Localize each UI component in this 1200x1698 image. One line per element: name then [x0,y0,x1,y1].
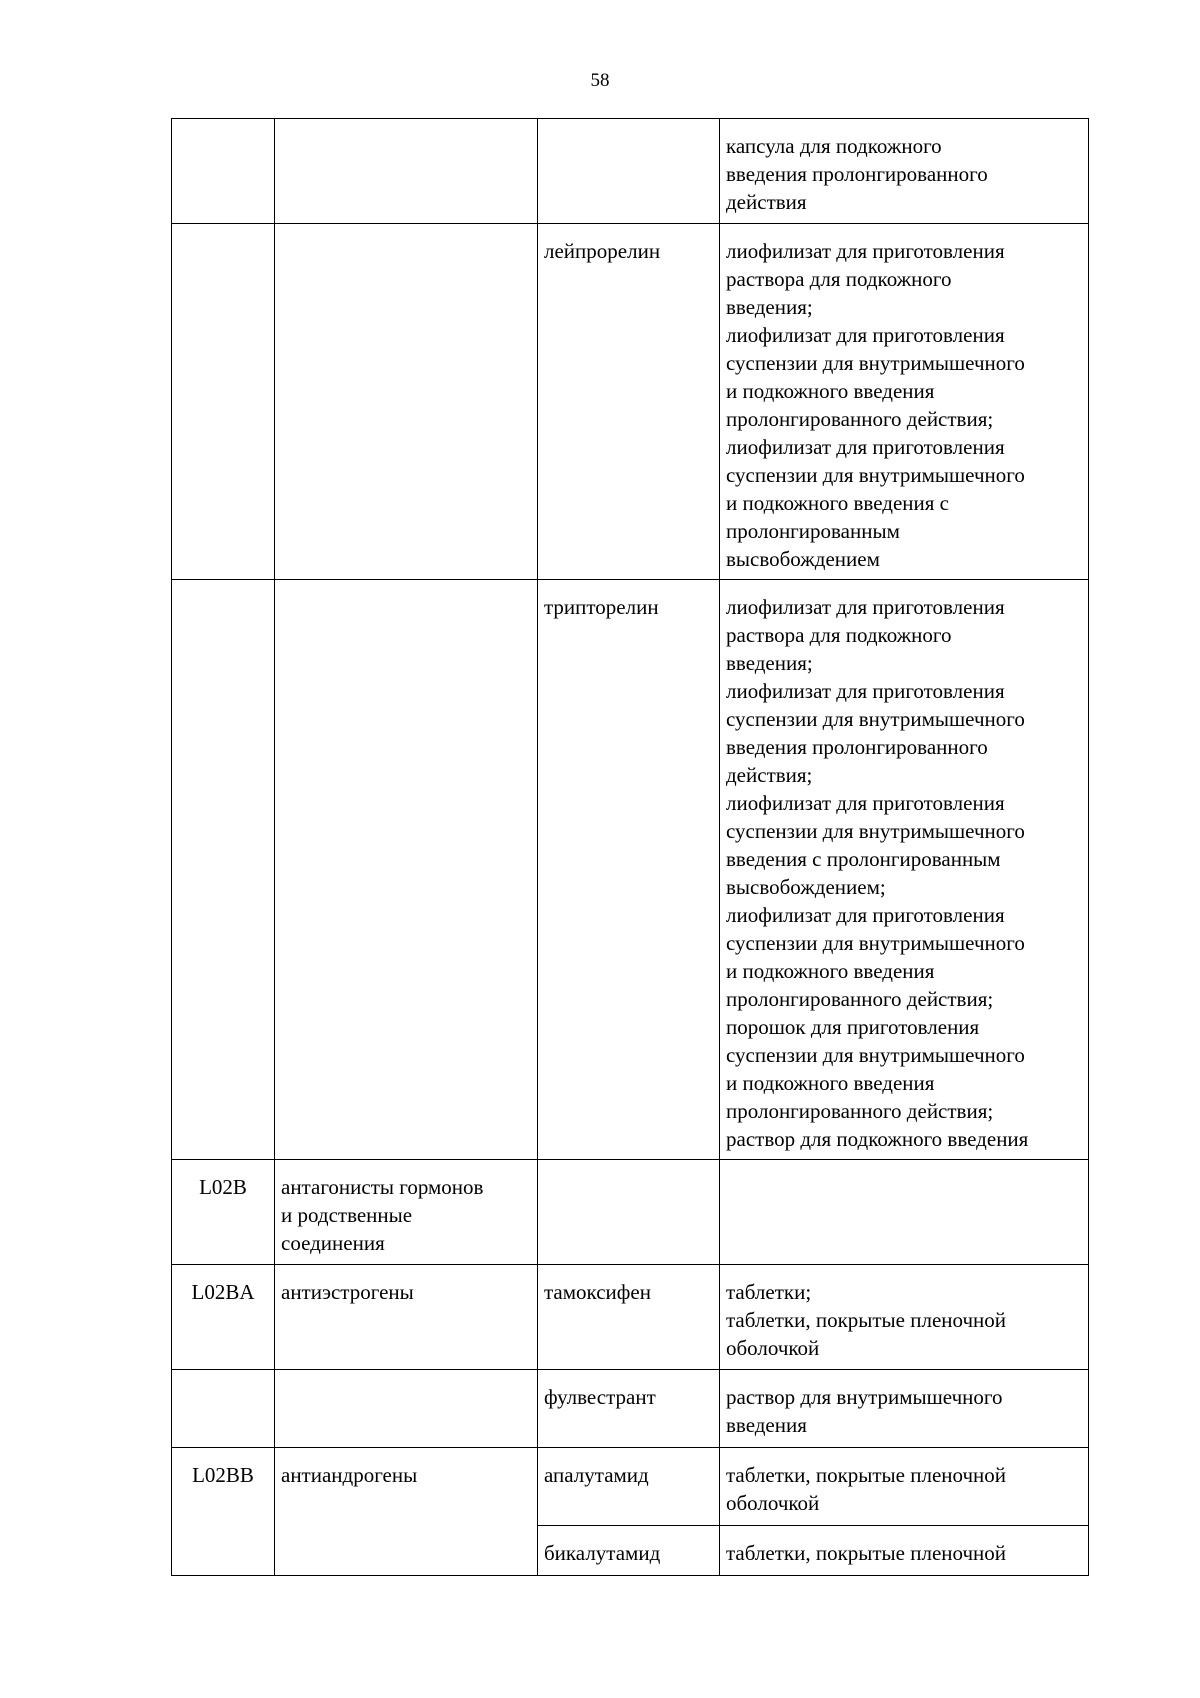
dosage-form-line: пролонгированным [726,519,900,543]
dosage-form-cell [720,1370,1089,1448]
group-name-line: соединения [281,1231,385,1255]
atc-code-cell [172,580,275,1160]
group-name-cell [275,1265,538,1370]
dosage-form-line: и подкожного введения с [726,491,949,515]
page-number: 58 [590,70,610,91]
atc-code-cell [172,1160,275,1265]
dosage-form-line: пролонгированного действия; [726,1099,994,1123]
dosage-form-line: высвобождением [726,547,880,571]
dosage-form-line: раствор для подкожного введения [726,1127,1029,1151]
dosage-form-line: лиофилизат для приготовления [726,903,1005,927]
atc-code: L02BA [191,1280,255,1304]
group-name-cell [275,1448,538,1576]
atc-code-cell [172,119,275,224]
dosage-form-cell [720,1265,1089,1370]
dosage-form-line: таблетки; [726,1280,812,1304]
dosage-form-line: лиофилизат для приготовления [726,791,1005,815]
dosage-form-line: высвобождением; [726,875,886,899]
inn-cell [538,1370,720,1448]
inn-name: фулвестрант [544,1385,656,1409]
dosage-form-line: таблетки, покрытые пленочной [726,1308,1007,1332]
dosage-form-line: капсула для подкожного [726,134,942,158]
dosage-form-line: пролонгированного действия; [726,987,994,1011]
group-name-cell [275,580,538,1160]
group-name-line: и родственные [281,1203,413,1227]
dosage-form-line: пролонгированного действия; [726,407,994,431]
dosage-form-line: таблетки, покрытые пленочной [726,1541,1007,1565]
dosage-form-cell [720,119,1089,224]
inn-cell [538,119,720,224]
dosage-form-line: раствора для подкожного [726,623,952,647]
table-row [172,1370,1089,1448]
group-name-line: антагонисты гормонов [281,1175,484,1199]
dosage-form-line: действия; [726,763,813,787]
dosage-form-line: суспензии для внутримышечного [726,819,1025,843]
dosage-form-line: суспензии для внутримышечного [726,707,1025,731]
group-name-cell [275,119,538,224]
group-name-cell [275,224,538,580]
dosage-form-line: действия [726,190,807,214]
inn-cell [538,1526,720,1576]
inn-cell [538,224,720,580]
dosage-form-line: лиофилизат для приготовления [726,679,1005,703]
table-row [172,1265,1089,1370]
group-name-line: антиандрогены [281,1463,418,1487]
inn-cell [538,580,720,1160]
dosage-form-line: оболочкой [726,1491,820,1515]
dosage-form-cell [720,1526,1089,1576]
dosage-form-line: оболочкой [726,1336,820,1360]
group-name-line: антиэстрогены [281,1280,414,1304]
atc-code-cell [172,1448,275,1576]
dosage-form-cell [720,224,1089,580]
inn-name: апалутамид [544,1463,649,1487]
atc-code-cell [172,1265,275,1370]
dosage-form-line: введения [726,1413,807,1437]
table-row [172,1160,1089,1265]
drug-table [171,118,1089,1576]
dosage-form-line: лиофилизат для приготовления [726,323,1005,347]
inn-name: бикалутамид [544,1541,661,1565]
atc-code-cell [172,1370,275,1448]
dosage-form-line: суспензии для внутримышечного [726,463,1025,487]
dosage-form-line: лиофилизат для приготовления [726,435,1005,459]
dosage-form-line: и подкожного введения [726,959,935,983]
atc-code-cell [172,224,275,580]
dosage-form-line: таблетки, покрытые пленочной [726,1463,1007,1487]
table-row [172,119,1089,224]
dosage-form-line: суспензии для внутримышечного [726,931,1025,955]
inn-cell [538,1448,720,1526]
inn-name: тамоксифен [544,1280,651,1304]
table-row [172,1448,1089,1526]
inn-cell [538,1160,720,1265]
dosage-form-line: введения пролонгированного [726,735,988,759]
atc-code: L02BB [192,1463,254,1487]
group-name-cell [275,1160,538,1265]
table-row [172,224,1089,580]
inn-cell [538,1265,720,1370]
dosage-form-line: введения; [726,651,813,675]
dosage-form-line: введения с пролонгированным [726,847,1001,871]
table-row [172,580,1089,1160]
atc-code: L02B [199,1175,247,1199]
dosage-form-cell [720,580,1089,1160]
dosage-form-line: порошок для приготовления [726,1015,980,1039]
dosage-form-line: лиофилизат для приготовления [726,239,1005,263]
dosage-form-line: суспензии для внутримышечного [726,351,1025,375]
dosage-form-cell [720,1448,1089,1526]
group-name-cell [275,1370,538,1448]
dosage-form-line: и подкожного введения [726,379,935,403]
dosage-form-cell [720,1160,1089,1265]
dosage-form-line: раствор для внутримышечного [726,1385,1003,1409]
inn-name: лейпрорелин [544,239,661,263]
dosage-form-line: введения пролонгированного [726,162,988,186]
dosage-form-line: лиофилизат для приготовления [726,595,1005,619]
dosage-form-line: раствора для подкожного [726,267,952,291]
dosage-form-line: введения; [726,295,813,319]
dosage-form-line: и подкожного введения [726,1071,935,1095]
dosage-form-line: суспензии для внутримышечного [726,1043,1025,1067]
inn-name: трипторелин [544,595,659,619]
